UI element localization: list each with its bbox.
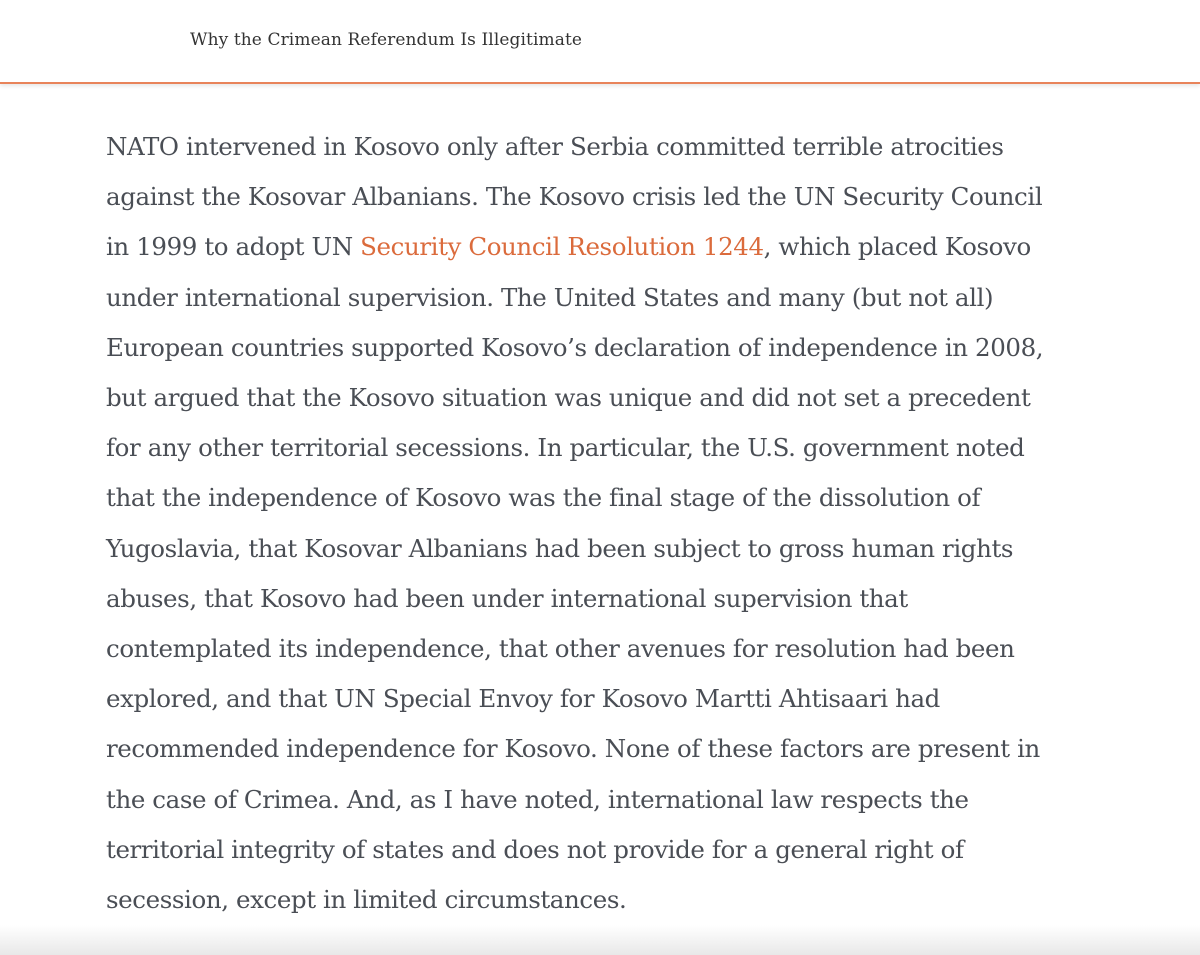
paragraph-line: the case of Crimea. And, as I have noted, international law respects the: [106, 784, 969, 814]
bottom-fade: [0, 925, 1200, 955]
paragraph-line: contemplated its independence, that other avenues for resolution had been: [106, 634, 1015, 664]
paragraph-line: explored, and that UN Special Envoy for Kosovo Martti Ahtisaari had: [106, 684, 940, 714]
paragraph-line: NATO intervened in Kosovo only after Serbia committed terrible atrocities: [106, 132, 1004, 161]
article-title: Why the Crimean Referendum Is Illegitimate: [190, 30, 583, 50]
paragraph-text: in 1999 to adopt UN: [106, 232, 361, 262]
paragraph-line: [106, 222, 1096, 272]
paragraph-line: secession, except in limited circumstances.: [106, 885, 627, 915]
paragraph-line: under international supervision. The United States and many (but not all): [106, 282, 994, 312]
top-bar: [0, 0, 1200, 84]
paragraph-line: Yugoslavia, that Kosovar Albanians had been subject to gross human rights: [106, 533, 1014, 563]
paragraph-line: recommended independence for Kosovo. None of these factors are present in: [106, 734, 1040, 764]
paragraph-line: but argued that the Kosovo situation was unique and did not set a precedent: [106, 383, 1031, 413]
paragraph-line: territorial integrity of states and does not provide for a general right of: [106, 834, 964, 864]
paragraph-text: , which placed Kosovo: [763, 232, 1031, 262]
paragraph-line: European countries supported Kosovo’s declaration of independence in 2008,: [106, 332, 1044, 362]
article-body: [106, 122, 1096, 925]
paragraph-line: against the Kosovar Albanians. The Kosovo crisis led the UN Security Council: [106, 182, 1043, 212]
resolution-1244-link[interactable]: Security Council Resolution 1244: [360, 232, 764, 262]
paragraph-line: that the independence of Kosovo was the final stage of the dissolution of: [106, 483, 981, 513]
paragraph-line: for any other territorial secessions. In particular, the U.S. government noted: [106, 433, 1025, 463]
paragraph-line: abuses, that Kosovo had been under international supervision that: [106, 583, 908, 613]
